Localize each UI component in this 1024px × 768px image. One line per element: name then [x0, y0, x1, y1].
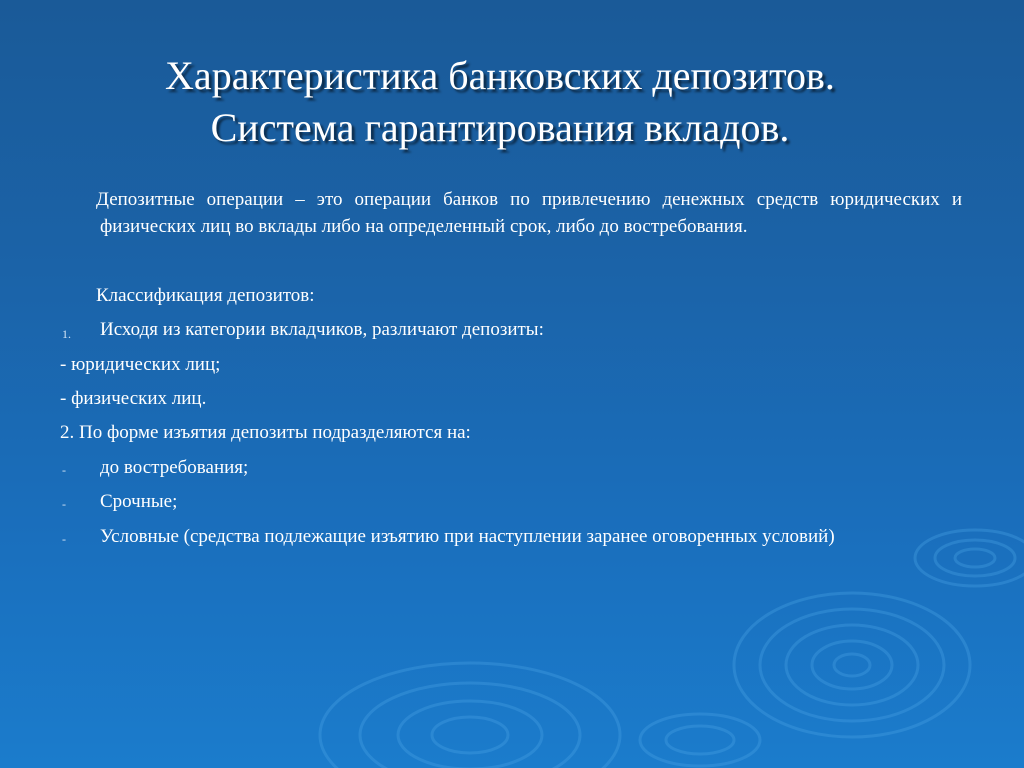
list-item	[0, 523, 1024, 583]
list-item	[0, 454, 1024, 484]
list-number-marker: 1.	[62, 327, 71, 341]
list-item	[0, 351, 1024, 381]
intro-paragraph: Депозитные операции – это операции банков по привлечению денежных средств юридических и физических лиц во вклады либо на определенный срок, либо до востребования.	[96, 189, 962, 237]
classification-label: Классификация депозитов:	[96, 285, 315, 306]
slide-title-line-2: Система гарантирования вкладов.	[210, 105, 790, 150]
list-item-text: Исходя из категории вкладчиков, различают депозиты:	[100, 319, 544, 340]
bullet-dash-marker: -	[62, 497, 66, 511]
slide-title	[60, 50, 940, 154]
list-item-text: - юридических лиц;	[60, 354, 221, 375]
list-item-text: Условные (средства подлежащие изъятию при наступлении заранее оговоренных условий)	[100, 526, 835, 547]
bullet-dash-marker: -	[62, 532, 66, 546]
list-item-text: Срочные;	[100, 491, 178, 512]
list-item	[0, 419, 1024, 449]
list-item	[0, 385, 1024, 415]
bullet-dash-marker: -	[62, 463, 66, 477]
list-item-text: - физических лиц.	[60, 388, 207, 409]
list-item-text: до востребования;	[100, 457, 249, 478]
list-item-text: 2. По форме изъятия депозиты подразделяются на:	[60, 422, 471, 443]
slide-title-line-1: Характеристика банковских депозитов.	[165, 53, 835, 98]
list-item	[0, 488, 1024, 518]
list-item	[0, 316, 1024, 346]
